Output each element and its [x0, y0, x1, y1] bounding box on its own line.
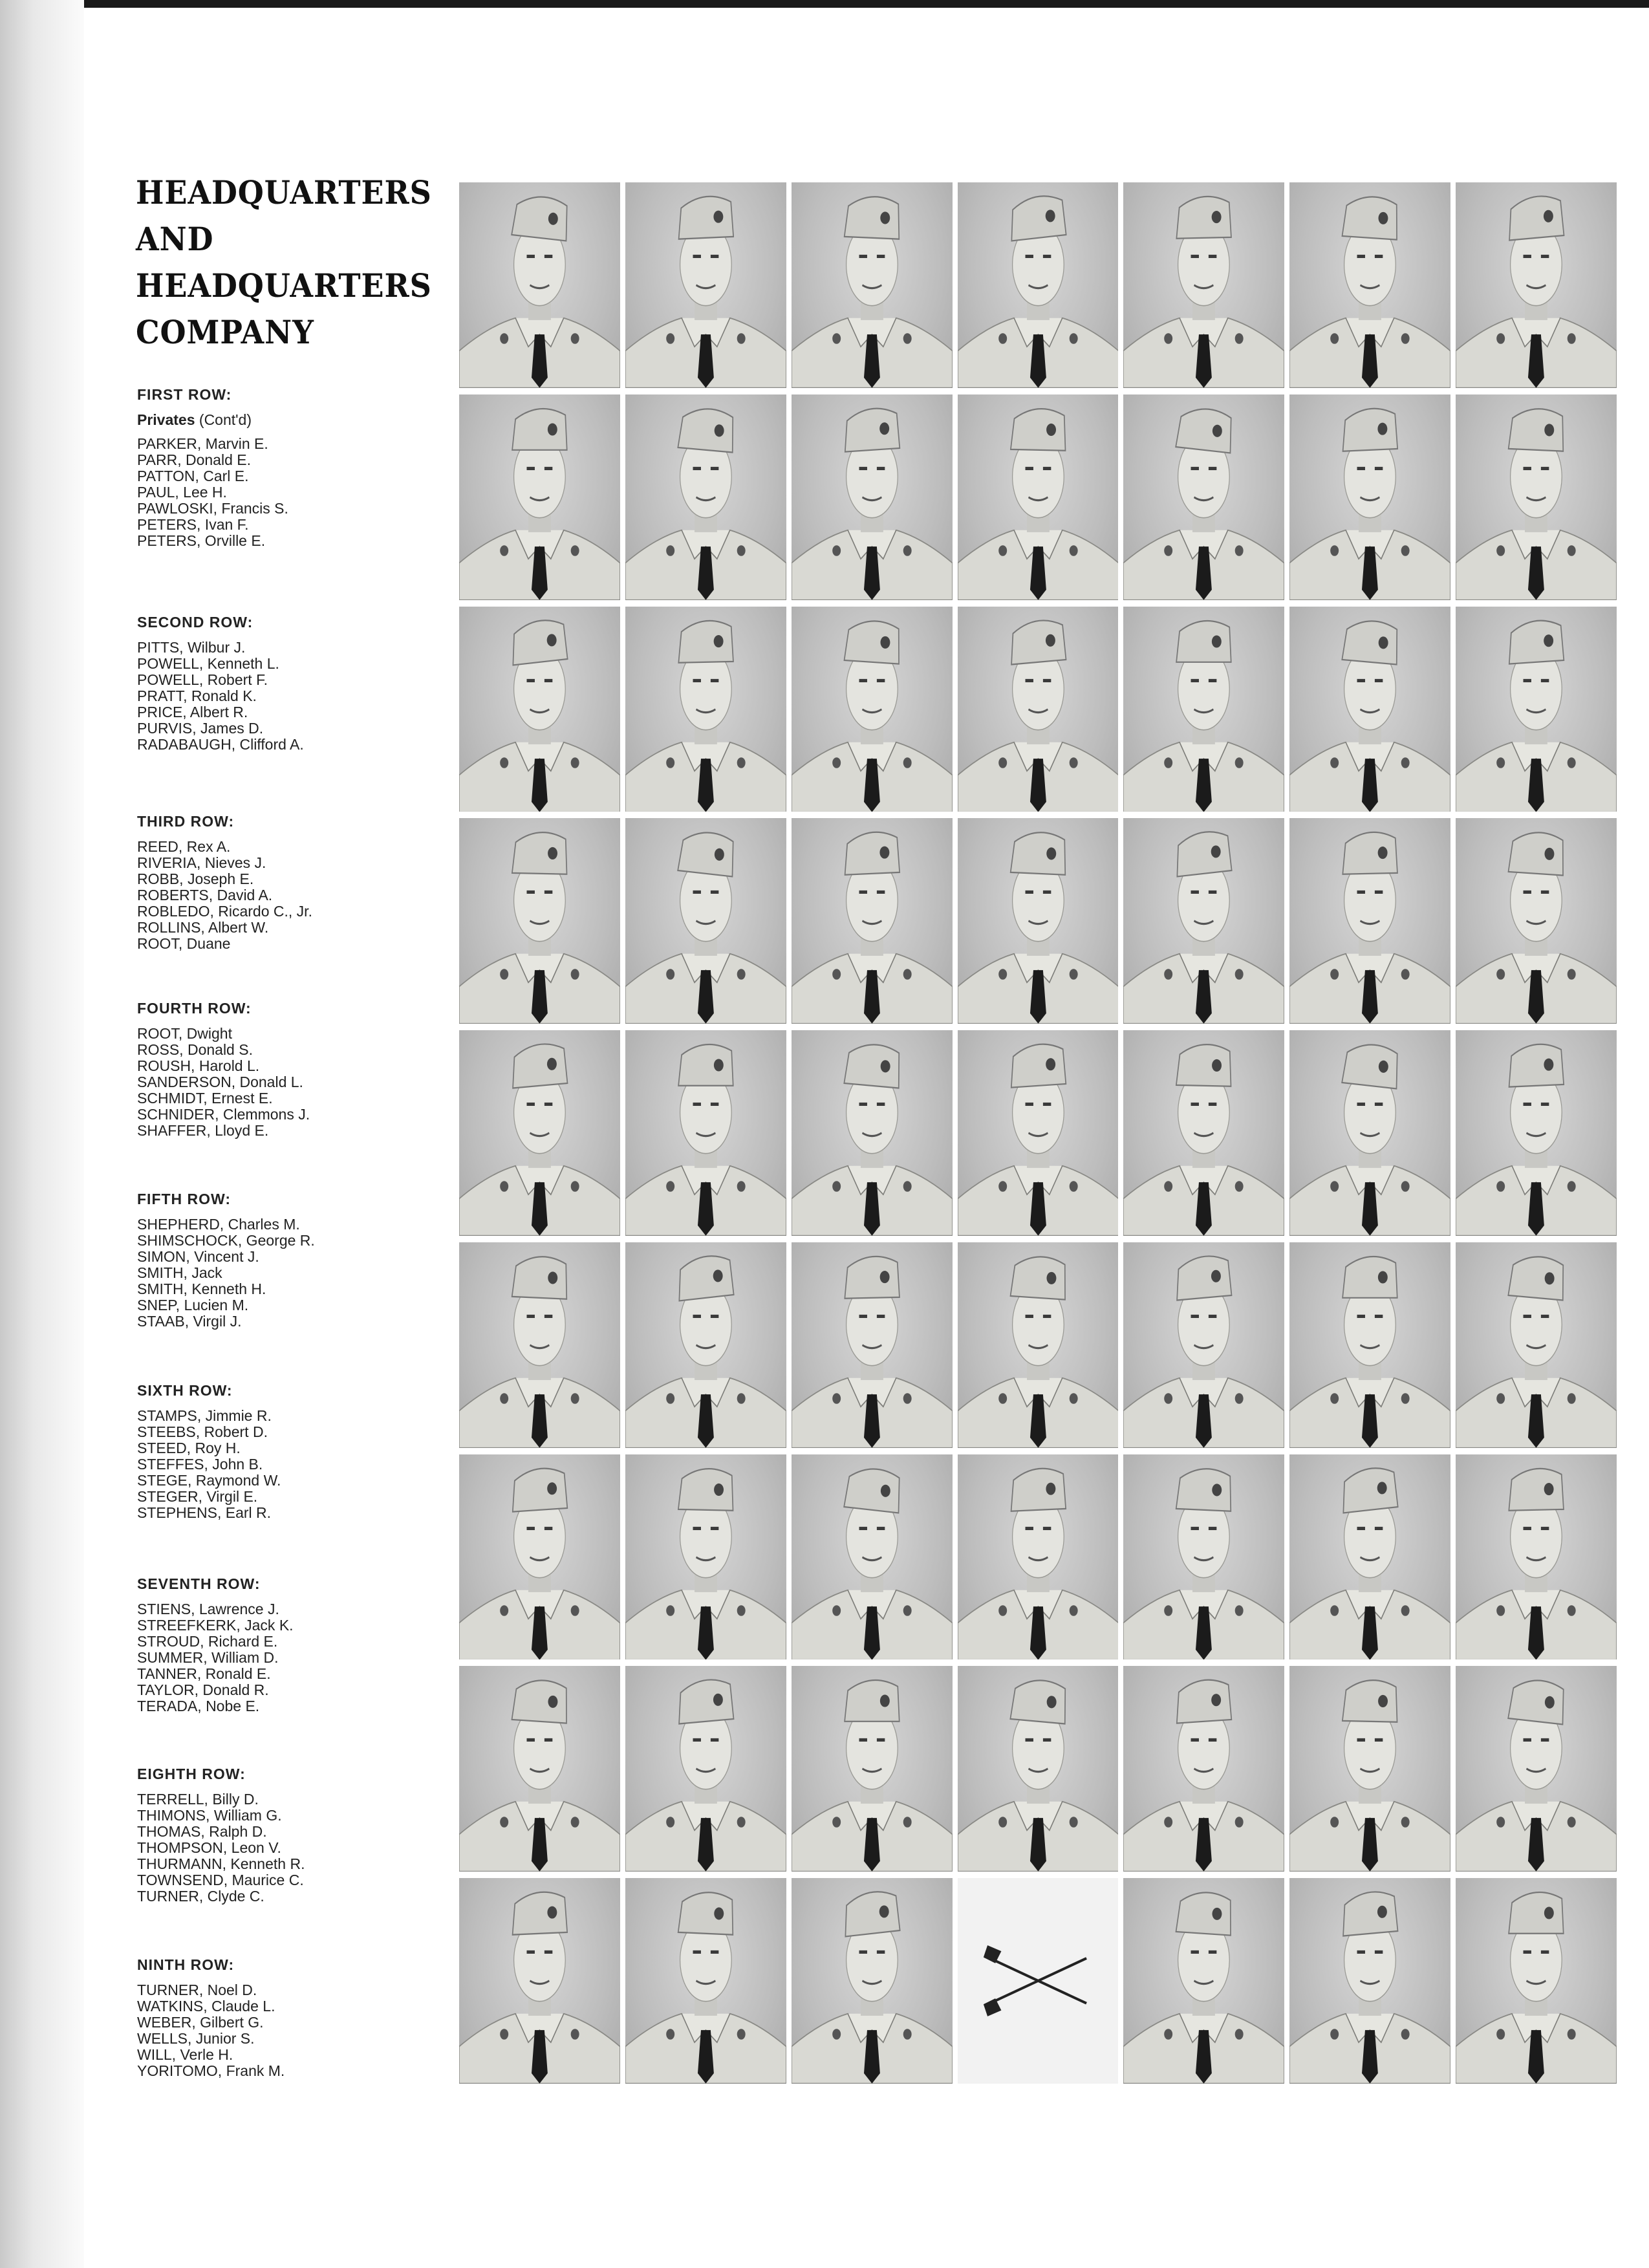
- portrait-photo: [1456, 1454, 1617, 1660]
- soldier-portrait-icon: [958, 182, 1119, 388]
- soldier-portrait-icon: [625, 1878, 786, 2084]
- person-name: THURMANN, Kenneth R.: [137, 1855, 305, 1872]
- person-name: SUMMER, William D.: [137, 1649, 279, 1666]
- row-caption: [137, 387, 441, 549]
- title-line: HEADQUARTERS: [136, 173, 432, 211]
- portrait-photo: [459, 1030, 620, 1236]
- portrait-photo: [792, 1666, 953, 1872]
- person-name: SHEPHERD, Charles M.: [137, 1216, 300, 1233]
- portrait-photo: [1123, 394, 1284, 600]
- soldier-portrait-icon: [459, 1454, 620, 1660]
- portrait-photo: [1123, 1242, 1284, 1448]
- person-name: SANDERSON, Donald L.: [137, 1074, 303, 1090]
- row-caption: [137, 1766, 441, 1905]
- person-name: WATKINS, Claude L.: [137, 1998, 275, 2014]
- crossed-rifles-emblem: [958, 1878, 1119, 2084]
- page-title: [136, 169, 432, 356]
- soldier-portrait-icon: [625, 1030, 786, 1236]
- person-name: ROSS, Donald S.: [137, 1041, 253, 1058]
- portrait-photo: [958, 1666, 1119, 1872]
- portrait-photo: [459, 1454, 620, 1660]
- soldier-portrait-icon: [1289, 1454, 1450, 1660]
- row-heading: THIRD ROW:: [137, 813, 235, 830]
- portrait-photo: [625, 607, 786, 812]
- person-name: THIMONS, William G.: [137, 1807, 282, 1824]
- portrait-photo: [958, 818, 1119, 1024]
- row-caption: [137, 1576, 441, 1714]
- rank-label: Privates: [137, 411, 195, 428]
- soldier-portrait-icon: [459, 1242, 620, 1448]
- soldier-portrait-icon: [1123, 1666, 1284, 1872]
- portrait-photo: [625, 818, 786, 1024]
- portrait-photo: [1456, 394, 1617, 600]
- soldier-portrait-icon: [1289, 1878, 1450, 2084]
- portrait-photo: [958, 394, 1119, 600]
- soldier-portrait-icon: [1456, 1030, 1617, 1236]
- person-name: SIMON, Vincent J.: [137, 1248, 259, 1265]
- soldier-portrait-icon: [792, 394, 953, 600]
- row-heading: FIFTH ROW:: [137, 1191, 231, 1207]
- person-name: STAAB, Virgil J.: [137, 1313, 242, 1330]
- soldier-portrait-icon: [1456, 394, 1617, 600]
- soldier-portrait-icon: [1456, 1242, 1617, 1448]
- portrait-photo: [459, 1878, 620, 2084]
- soldier-portrait-icon: [1123, 182, 1284, 388]
- rank-note: (Cont'd): [195, 411, 252, 428]
- person-name: PURVIS, James D.: [137, 720, 264, 737]
- title-line: AND: [136, 220, 214, 258]
- portrait-photo: [1123, 1878, 1284, 2084]
- soldier-portrait-icon: [625, 1242, 786, 1448]
- portrait-photo: [1289, 607, 1450, 812]
- soldier-portrait-icon: [1456, 607, 1617, 812]
- soldier-portrait-icon: [459, 1030, 620, 1236]
- portrait-photo: [1456, 1030, 1617, 1236]
- soldier-portrait-icon: [1456, 1454, 1617, 1660]
- row-caption: [137, 1383, 441, 1521]
- person-name: SHAFFER, Lloyd E.: [137, 1122, 269, 1139]
- person-name: STEGER, Virgil E.: [137, 1488, 258, 1505]
- portrait-photo: [1289, 1666, 1450, 1872]
- person-name: SCHMIDT, Ernest E.: [137, 1090, 273, 1107]
- soldier-portrait-icon: [958, 1666, 1119, 1872]
- rank-subheading: [137, 412, 441, 428]
- portrait-photo: [625, 1454, 786, 1660]
- portrait-photo: [958, 1030, 1119, 1236]
- portrait-photo: [958, 1242, 1119, 1448]
- person-name: SHIMSCHOCK, George R.: [137, 1232, 315, 1249]
- soldier-portrait-icon: [792, 1666, 953, 1872]
- person-name: STEFFES, John B.: [137, 1456, 263, 1473]
- portrait-photo: [792, 818, 953, 1024]
- person-name: STAMPS, Jimmie R.: [137, 1407, 272, 1424]
- person-name: ROOT, Duane: [137, 935, 231, 952]
- portrait-photo: [1456, 818, 1617, 1024]
- portrait-photo: [459, 1666, 620, 1872]
- soldier-portrait-icon: [459, 607, 620, 812]
- row-heading: NINTH ROW:: [137, 1956, 235, 1973]
- soldier-portrait-icon: [1123, 1030, 1284, 1236]
- person-name: POWELL, Robert F.: [137, 671, 268, 688]
- person-name: ROBERTS, David A.: [137, 887, 273, 903]
- portrait-photo: [1456, 182, 1617, 388]
- soldier-portrait-icon: [792, 1242, 953, 1448]
- soldier-portrait-icon: [625, 1454, 786, 1660]
- soldier-portrait-icon: [958, 818, 1119, 1024]
- portrait-photo: [958, 182, 1119, 388]
- row-heading: SECOND ROW:: [137, 614, 253, 631]
- portrait-photo: [1456, 607, 1617, 812]
- soldier-portrait-icon: [1289, 1030, 1450, 1236]
- portrait-photo: [1289, 1878, 1450, 2084]
- person-name: WELLS, Junior S.: [137, 2030, 255, 2047]
- person-name: TERADA, Nobe E.: [137, 1698, 260, 1714]
- soldier-portrait-icon: [1289, 607, 1450, 812]
- soldier-portrait-icon: [625, 607, 786, 812]
- soldier-portrait-icon: [1123, 607, 1284, 812]
- person-name: PETERS, Orville E.: [137, 532, 266, 549]
- portrait-photo: [1123, 182, 1284, 388]
- portrait-photo: [1456, 1666, 1617, 1872]
- soldier-portrait-icon: [459, 818, 620, 1024]
- row-heading: FIRST ROW:: [137, 386, 232, 403]
- row-caption: [137, 1957, 441, 2079]
- portrait-photo: [958, 607, 1119, 812]
- portrait-photo: [459, 607, 620, 812]
- person-name: SMITH, Kenneth H.: [137, 1280, 266, 1297]
- binding-shadow: [0, 0, 84, 2268]
- person-name: STEED, Roy H.: [137, 1440, 241, 1456]
- soldier-portrait-icon: [459, 1666, 620, 1872]
- person-name: PAWLOSKI, Francis S.: [137, 500, 288, 517]
- title-line: HEADQUARTERS: [136, 266, 432, 305]
- person-name: WEBER, Gilbert G.: [137, 2014, 264, 2031]
- soldier-portrait-icon: [792, 1030, 953, 1236]
- row-heading: FOURTH ROW:: [137, 1000, 252, 1017]
- portrait-photo: [1289, 1242, 1450, 1448]
- portrait-photo: [792, 607, 953, 812]
- portrait-photo: [1289, 1454, 1450, 1660]
- person-name: PRICE, Albert R.: [137, 704, 248, 720]
- soldier-portrait-icon: [958, 607, 1119, 812]
- person-name: ROBLEDO, Ricardo C., Jr.: [137, 903, 312, 920]
- soldier-portrait-icon: [459, 182, 620, 388]
- person-name: ROUSH, Harold L.: [137, 1057, 260, 1074]
- row-caption: [137, 1000, 441, 1139]
- portrait-photo: [792, 1454, 953, 1660]
- soldier-portrait-icon: [625, 818, 786, 1024]
- title-line: COMPANY: [136, 313, 314, 351]
- soldier-portrait-icon: [625, 182, 786, 388]
- soldier-portrait-icon: [792, 818, 953, 1024]
- portrait-photo: [1289, 1030, 1450, 1236]
- soldier-portrait-icon: [792, 1454, 953, 1660]
- person-name: YORITOMO, Frank M.: [137, 2062, 285, 2079]
- soldier-portrait-icon: [1456, 182, 1617, 388]
- portrait-photo: [459, 394, 620, 600]
- person-name: ROOT, Dwight: [137, 1025, 232, 1042]
- portrait-photo: [792, 182, 953, 388]
- person-name: RADABAUGH, Clifford A.: [137, 736, 304, 753]
- soldier-portrait-icon: [1456, 818, 1617, 1024]
- portrait-photo: [792, 394, 953, 600]
- person-name: TURNER, Noel D.: [137, 1982, 257, 1998]
- row-heading: SEVENTH ROW:: [137, 1575, 261, 1592]
- row-heading: EIGHTH ROW:: [137, 1766, 246, 1782]
- soldier-portrait-icon: [1289, 1242, 1450, 1448]
- person-name: STREEFKERK, Jack K.: [137, 1617, 294, 1634]
- row-caption: [137, 614, 441, 753]
- soldier-portrait-icon: [1289, 182, 1450, 388]
- soldier-portrait-icon: [792, 182, 953, 388]
- soldier-portrait-icon: [1289, 818, 1450, 1024]
- person-name: TOWNSEND, Maurice C.: [137, 1872, 304, 1888]
- person-name: ROLLINS, Albert W.: [137, 919, 269, 936]
- person-name: POWELL, Kenneth L.: [137, 655, 279, 672]
- soldier-portrait-icon: [958, 1242, 1119, 1448]
- person-name: STEEBS, Robert D.: [137, 1423, 268, 1440]
- portrait-photo: [625, 1666, 786, 1872]
- portrait-photo: [1456, 1242, 1617, 1448]
- soldier-portrait-icon: [1123, 1242, 1284, 1448]
- person-name: THOMAS, Ralph D.: [137, 1823, 267, 1840]
- portrait-photo: [1123, 1666, 1284, 1872]
- portrait-photo: [1289, 182, 1450, 388]
- soldier-portrait-icon: [958, 1454, 1119, 1660]
- person-name: PETERS, Ivan F.: [137, 516, 249, 533]
- person-name: TANNER, Ronald E.: [137, 1665, 271, 1682]
- soldier-portrait-icon: [1123, 394, 1284, 600]
- portrait-photo: [625, 182, 786, 388]
- crossed-rifles-icon: [958, 1878, 1119, 2084]
- row-heading: SIXTH ROW:: [137, 1382, 233, 1399]
- portrait-photo: [792, 1030, 953, 1236]
- soldier-portrait-icon: [625, 394, 786, 600]
- person-name: TAYLOR, Donald R.: [137, 1681, 269, 1698]
- portrait-grid: [459, 182, 1617, 2084]
- person-name: TERRELL, Billy D.: [137, 1791, 259, 1808]
- person-name: PARKER, Marvin E.: [137, 435, 268, 452]
- portrait-photo: [792, 1878, 953, 2084]
- person-name: RIVERIA, Nieves J.: [137, 854, 266, 871]
- portrait-photo: [1289, 818, 1450, 1024]
- person-name: STEPHENS, Earl R.: [137, 1504, 272, 1521]
- portrait-photo: [1123, 1454, 1284, 1660]
- soldier-portrait-icon: [958, 394, 1119, 600]
- person-name: STROUD, Richard E.: [137, 1633, 278, 1650]
- portrait-photo: [625, 1242, 786, 1448]
- portrait-photo: [1123, 818, 1284, 1024]
- portrait-photo: [1123, 607, 1284, 812]
- soldier-portrait-icon: [958, 1030, 1119, 1236]
- person-name: SNEP, Lucien M.: [137, 1297, 249, 1313]
- portrait-photo: [625, 394, 786, 600]
- soldier-portrait-icon: [792, 607, 953, 812]
- portrait-photo: [459, 1242, 620, 1448]
- soldier-portrait-icon: [1123, 818, 1284, 1024]
- soldier-portrait-icon: [1289, 394, 1450, 600]
- soldier-portrait-icon: [459, 394, 620, 600]
- person-name: PARR, Donald E.: [137, 451, 251, 468]
- portrait-photo: [792, 1242, 953, 1448]
- person-name: PRATT, Ronald K.: [137, 687, 257, 704]
- soldier-portrait-icon: [625, 1666, 786, 1872]
- person-name: SCHNIDER, Clemmons J.: [137, 1106, 310, 1123]
- soldier-portrait-icon: [459, 1878, 620, 2084]
- portrait-photo: [459, 182, 620, 388]
- person-name: STIENS, Lawrence J.: [137, 1601, 279, 1617]
- person-name: PAUL, Lee H.: [137, 484, 227, 501]
- portrait-photo: [459, 818, 620, 1024]
- soldier-portrait-icon: [1289, 1666, 1450, 1872]
- soldier-portrait-icon: [1456, 1666, 1617, 1872]
- portrait-photo: [1456, 1878, 1617, 2084]
- page-top-edge: [0, 0, 1649, 8]
- person-name: SMITH, Jack: [137, 1264, 222, 1281]
- portrait-photo: [625, 1878, 786, 2084]
- person-name: TURNER, Clyde C.: [137, 1888, 264, 1905]
- person-name: REED, Rex A.: [137, 838, 231, 855]
- portrait-photo: [625, 1030, 786, 1236]
- portrait-photo: [958, 1454, 1119, 1660]
- soldier-portrait-icon: [1123, 1878, 1284, 2084]
- person-name: THOMPSON, Leon V.: [137, 1839, 281, 1856]
- person-name: STEGE, Raymond W.: [137, 1472, 281, 1489]
- person-name: PATTON, Carl E.: [137, 468, 249, 484]
- soldier-portrait-icon: [792, 1878, 953, 2084]
- person-name: PITTS, Wilbur J.: [137, 639, 246, 656]
- soldier-portrait-icon: [1456, 1878, 1617, 2084]
- row-caption: [137, 814, 441, 952]
- portrait-photo: [1123, 1030, 1284, 1236]
- person-name: WILL, Verle H.: [137, 2046, 233, 2063]
- person-name: ROBB, Joseph E.: [137, 870, 254, 887]
- soldier-portrait-icon: [1123, 1454, 1284, 1660]
- portrait-photo: [1289, 394, 1450, 600]
- row-caption: [137, 1191, 441, 1330]
